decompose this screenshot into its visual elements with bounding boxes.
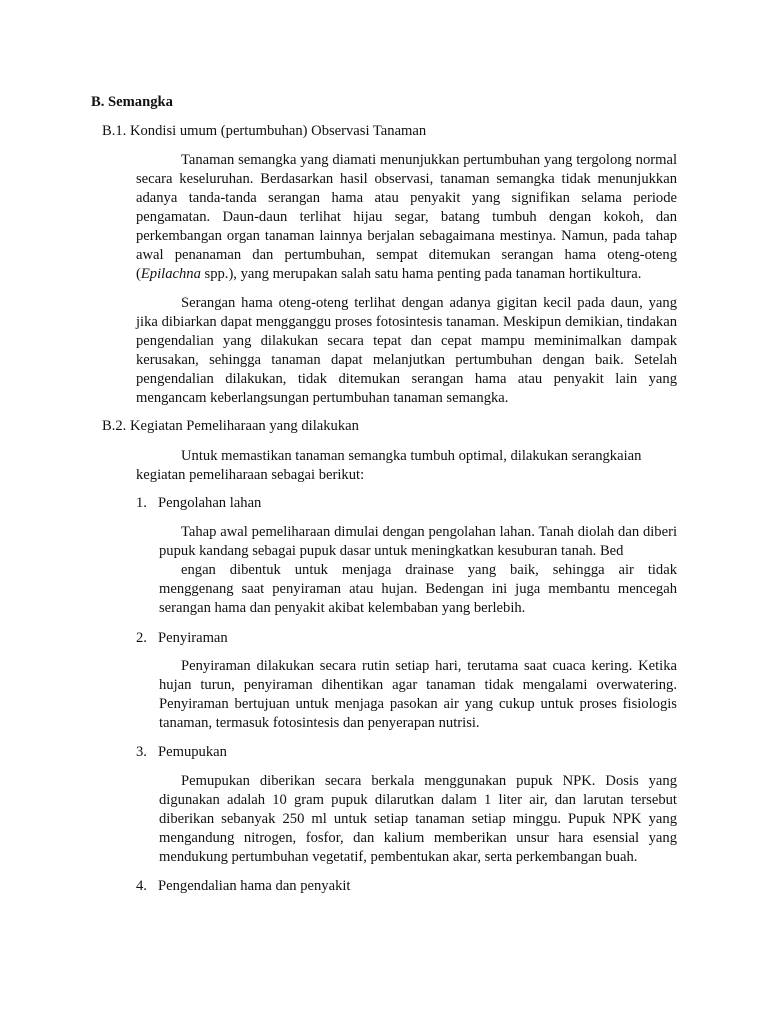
list-item-number: 2. (136, 630, 147, 646)
list-item-text-end: menggenang saat penyiraman atau hujan. Bedengan ini juga membantu mencegah serangan hama dan penyakit akibat kelembaban yang berlebih. (159, 581, 677, 616)
list-item-paragraph: Pemupukan diberikan secara berkala menggunakan pupuk NPK. Dosis yang digunakan adalah 10 gram pupuk dilarutkan dalam 1 liter air, dan larutan tersebut diberikan sebanyak 250 ml untuk setiap tanaman setiap minggu. Pupuk NPK yang mengandung nitrogen, fosfor, dan kalium memberikan unsur hara esensial yang mendukung pertumbuhan vegetatif, pembentukan akar, serta perkembangan buah. (159, 773, 677, 865)
list-item-text-shifted: engan dibentuk untuk menjaga drainase yang baik, sehingga air tidak (181, 562, 677, 578)
section-heading: B. Semangka (91, 94, 173, 110)
list-item-number: 3. (136, 744, 147, 760)
list-item-number: 4. (136, 878, 147, 894)
list-item-title (136, 494, 261, 513)
paragraph-serangan-hama: Serangan hama oteng-oteng terlihat dengan adanya gigitan kecil pada daun, yang jika dibiarkan dapat mengganggu proses fotosintesis tanaman. Meskipun demikian, tindakan pengendalian yang dilakukan secara tepat dan cepat mampu meminimalkan dampak kerusakan, sehingga tanaman dapat melanjutkan pertumbuhan dengan baik. Setelah pengendalian dilakukan, tidak ditemukan serangan hama atau penyakit lain yang mengancam keberlangsungan pertumbuhan tanaman semangka. (136, 295, 677, 406)
list-item-title (136, 877, 351, 896)
list-item-label: Pemupukan (158, 744, 227, 760)
list-item-title (136, 743, 227, 762)
paragraph-kondisi-umum-text-end: spp.), yang merupakan salah satu hama penting pada tanaman hortikultura. (200, 266, 642, 282)
paragraph-kondisi-umum (136, 151, 677, 284)
list-item-paragraph (159, 523, 677, 618)
list-item-title (136, 629, 228, 648)
list-item-text: Tahap awal pemeliharaan dimulai dengan pengolahan lahan. Tanah diolah dan diberi pupuk kandang sebagai pupuk dasar untuk meningkatkan kesuburan tanah. Bed (159, 524, 677, 559)
list-item-label: Penyiraman (158, 630, 228, 646)
list-item-label: Pengendalian hama dan penyakit (158, 878, 351, 894)
subsection-heading-observasi: B.1. Kondisi umum (pertumbuhan) Observasi Tanaman (102, 123, 427, 139)
list-item-label: Pengolahan lahan (158, 495, 262, 511)
species-name: Epilachna (140, 266, 201, 282)
list-item-paragraph: Penyiraman dilakukan secara rutin setiap hari, terutama saat cuaca kering. Ketika hujan turun, penyiraman dihentikan agar tanaman tidak mengalami overwatering. Penyiraman bertujuan untuk menjaga pasokan air yang cukup untuk proses fisiologis tanaman, termasuk fotosintesis dan penyerapan nutrisi. (159, 658, 677, 731)
paragraph-kondisi-umum-text: Tanaman semangka yang diamati menunjukkan pertumbuhan yang tergolong normal secara keseluruhan. Berdasarkan hasil observasi, tanaman semangka tidak menunjukkan adanya tanda-tanda serangan hama atau penyakit yang signifikan selama periode pengamatan. Daun-daun terlihat hijau segar, batang tumbuh dengan kokoh, dan perkembangan organ tanaman lainnya berjalan sebagaimana mestinya. Namun, pada tahap awal penanaman dan pertumbuhan, sempat ditemukan serangan hama oteng-oteng ( (136, 152, 677, 282)
list-item-number: 1. (136, 495, 147, 511)
subsection-heading-pemeliharaan: B.2. Kegiatan Pemeliharaan yang dilakukan (102, 418, 359, 434)
paragraph-intro-pemeliharaan: Untuk memastikan tanaman semangka tumbuh optimal, dilakukan serangkaian kegiatan pemeliharaan sebagai berikut: (136, 448, 642, 483)
